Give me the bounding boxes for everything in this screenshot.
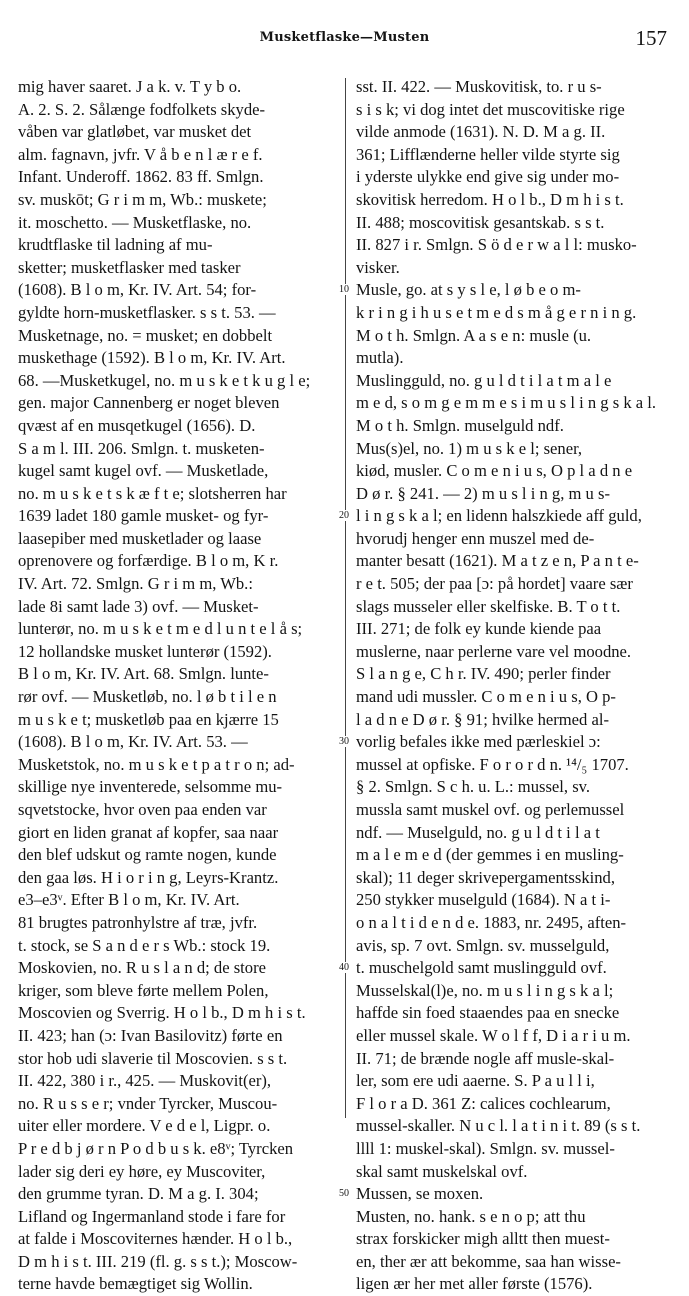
text-line: t. stock, se S a n d e r s Wb.: stock 19. — [18, 935, 271, 955]
line-number: 20 — [339, 510, 349, 522]
left-column — [18, 76, 336, 1296]
text-line: llll 1: muskel-skal). Smlgn. sv. mussel- — [356, 1138, 615, 1158]
text-line: alm. fagnavn, jvfr. V å b e n l æ r e f. — [18, 144, 263, 164]
text-line: skal); 11 deger skrivepergamentsskind, — [356, 867, 615, 887]
page-number: 157 — [635, 26, 667, 50]
text-line: strax forskicker migh alltt then muest- — [356, 1229, 610, 1249]
text-line: qvæst af en musqetkugel (1656). D. — [18, 415, 256, 435]
text-line: skal samt muskelskal ovf. — [356, 1161, 528, 1181]
page-header — [0, 24, 689, 54]
text-line: II. 71; de brænde nogle aff musle-skal- — [356, 1048, 615, 1068]
line-number: 10 — [339, 284, 349, 296]
text-line: no. m u s k e t s k æ f t e; slotsherren har — [18, 483, 287, 503]
text-line: II. 422, 380 i r., 425. — Muskovit(er), — [18, 1071, 272, 1091]
text-line: sst. II. 422. — Muskovitisk, to. r u s- — [356, 77, 602, 96]
text-line: D m h i s t. III. 219 (fl. g. s s t.); Moscow- — [18, 1251, 298, 1271]
text-line: III. 271; de folk ey kunde kiende paa — [356, 619, 602, 639]
text-line: S l a n g e, C h r. IV. 490; perler finder — [356, 664, 611, 684]
text-line: uiter eller mordere. V e d e l, Ligpr. o. — [18, 1116, 271, 1136]
text-line: m u s k e t; musketløb paa en kjærre 15 — [18, 709, 279, 729]
text-line: s i s k; vi dog intet det muscovitiske rige — [356, 99, 625, 119]
text-line: sv. muskōt; G r i m m, Wb.: muskete; — [18, 189, 267, 209]
text-line: e3–e3ᵛ. Efter B l o m, Kr. IV. Art. — [18, 890, 240, 910]
text-line: Mussen, se moxen. — [356, 1184, 484, 1204]
text-line: t. muschelgold samt muslingguld ovf. — [356, 958, 607, 978]
text-line: vilde anmode (1631). N. D. M a g. II. — [356, 122, 606, 142]
text-line: (1608). B l o m, Kr. IV. Art. 54; for- — [18, 280, 257, 300]
text-line: Moscovien og Sverrig. H o l b., D m h i s t. — [18, 1003, 306, 1023]
text-line: mand udi mussler. C o m e n i u s, O p- — [356, 687, 616, 707]
text-line: eller mussel skale. W o l f f, D i a r i u m. — [356, 1025, 631, 1045]
text-line: § 2. Smlgn. S c h. u. L.: mussel, sv. — [356, 777, 591, 797]
text-line: lader sig deri ey høre, ey Muscoviter, — [18, 1161, 266, 1181]
text-line: ndf. — Muselguld, no. g u l d t i l a t — [356, 822, 600, 842]
text-line: m a l e m e d (der gemmes i en musling- — [356, 845, 624, 865]
text-line: Musselskal(l)e, no. m u s l i n g s k a l; — [356, 980, 614, 1000]
text-line: avis, sp. 7 ovt. Smlgn. sv. musselguld, — [356, 935, 610, 955]
text-line: lunterør, no. m u s k e t m e d l u n t e l å s; — [18, 619, 303, 639]
text-line: kiød, musler. C o m e n i u s, O p l a d n e — [356, 461, 633, 481]
text-line: mussel-skaller. N u c l. l a t i n i t. 89 (s s t. — [356, 1116, 641, 1136]
text-line: giort en liden granat af kopfer, saa naar — [18, 822, 279, 842]
text-line: S a m l. III. 206. Smlgn. t. musketen- — [18, 438, 265, 458]
text-line: slags musseler eller skelfiske. B. T o t t. — [356, 596, 621, 616]
text-line: mutla). — [356, 348, 404, 368]
text-line: it. moschetto. — Musketflaske, no. — [18, 212, 252, 232]
text-line: hvorudj henger enn muszel med de- — [356, 528, 595, 548]
text-line: II. 423; han (ɔ: Ivan Basilovitz) førte en — [18, 1025, 283, 1045]
text-line: muslerne, naar perlerne vare vel moodne. — [356, 641, 632, 661]
line-number: 50 — [339, 1188, 349, 1200]
text-line: terne havde bemægtiget sig Wollin. — [18, 1274, 253, 1294]
text-line: at falde i Moscoviternes hænder. H o l b., — [18, 1229, 293, 1249]
text-line: m e d, s o m g e m m e s i m u s l i n g s k a l. — [356, 393, 657, 413]
text-line: 1639 ladet 180 gamle musket- og fyr- — [18, 506, 269, 526]
text-line: l i n g s k a l; en lidenn halszkiede aff guld, — [356, 506, 642, 526]
text-line: ligen ær her met aller første (1576). — [356, 1274, 593, 1294]
text-line: k r i n g i h u s e t m e d s m å g e r n i n g. — [356, 302, 637, 322]
text-line: laasepiber med musketlader og laase — [18, 528, 262, 548]
text-line: Mus(s)el, no. 1) m u s k e l; sener, — [356, 438, 583, 458]
text-line: D ø r. § 241. — 2) m u s l i n g, m u s- — [356, 483, 610, 503]
text-line: våben var glatløbet, var musket det — [18, 122, 252, 142]
line-number: 40 — [339, 962, 349, 974]
text-line: skovitisk herredom. H o l b., D m h i s t. — [356, 189, 624, 209]
text-line: gyldte horn-musketflasker. s s t. 53. — — [18, 302, 276, 322]
text-line: 250 stykker muselguld (1684). N a t i- — [356, 890, 611, 910]
text-line: Infant. Underoff. 1862. 83 ff. Smlgn. — [18, 167, 264, 187]
text-line: r e t. 505; der paa [ɔ: på hordet] vaare sær — [356, 574, 633, 594]
text-line: 361; Lifflænderne heller vilde styrte sig — [356, 144, 620, 164]
text-line: 12 hollandske musket lunterør (1592). — [18, 641, 272, 661]
text-line: 81 brugtes patronhylstre af træ, jvfr. — [18, 912, 258, 932]
text-line: Lifland og Ingermanland stode i fare for — [18, 1206, 286, 1226]
text-line: mig haver saaret. J a k. v. T y b o. — [18, 77, 242, 96]
text-line: lade 8i samt lade 3) ovf. — Musket- — [18, 596, 259, 616]
text-line: den gaa løs. H i o r i n g, Leyrs-Krantz. — [18, 867, 279, 887]
text-line: oprenovere og forfærdige. B l o m, K r. — [18, 551, 279, 571]
text-line: IV. Art. 72. Smlgn. G r i m m, Wb.: — [18, 574, 253, 594]
text-line: Muslingguld, no. g u l d t i l a t m a l e — [356, 370, 612, 390]
text-line: rør ovf. — Musketløb, no. l ø b t i l e n — [18, 687, 277, 707]
text-line: kriger, som bleve førte mellem Polen, — [18, 980, 269, 1000]
text-line: sketter; musketflasker med tasker — [18, 257, 241, 277]
text-line: Musketstok, no. m u s k e t p a t r o n; ad- — [18, 754, 295, 774]
text-line: en, ther ær att bekomme, saa han wisse- — [356, 1251, 621, 1271]
text-line: visker. — [356, 257, 400, 277]
text-line: den blef udskut og ramte nogen, kunde — [18, 845, 277, 865]
text-line: M o t h. Smlgn. muselguld ndf. — [356, 415, 564, 435]
running-head: Musketflaske—Musten — [259, 30, 430, 45]
text-line: muskethage (1592). B l o m, Kr. IV. Art. — [18, 348, 286, 368]
text-line: gen. major Cannenberg er noget bleven — [18, 393, 280, 413]
text-line: M o t h. Smlgn. A a s e n: musle (u. — [356, 325, 592, 345]
text-line: Musketnage, no. = musket; en dobbelt — [18, 325, 273, 345]
text-line: stor hob udi slaverie til Moscovien. s s t. — [18, 1048, 288, 1068]
text-line: mussla samt muskel ovf. og perlemussel — [356, 800, 625, 819]
text-line: Musle, go. at s y s l e, l ø b e o m- — [356, 280, 581, 300]
text-line: P r e d b j ø r n P o d b u s k. e8ᵛ; Tyrcken — [18, 1138, 294, 1158]
text-line: kugel samt kugel ovf. — Musketlade, — [18, 461, 269, 481]
text-line: o n a l t i d e n d e. 1883, nr. 2495, aften- — [356, 912, 627, 932]
right-column — [356, 76, 674, 1296]
text-line: vorlig befales ikke med pærleskiel ɔ: — [356, 732, 601, 752]
text-line: manter besatt (1621). M a t z e n, P a n t e- — [356, 551, 639, 571]
text-line: krudtflaske til ladning af mu- — [18, 235, 213, 255]
text-line: A. 2. S. 2. Sålænge fodfolkets skyde- — [18, 99, 266, 119]
text-line: skillige nye inventerede, selsomme mu- — [18, 777, 283, 797]
text-line: Musten, no. hank. s e n o p; att thu — [356, 1206, 586, 1226]
text-line: F l o r a D. 361 Z: calices cochlearum, — [356, 1093, 611, 1113]
text-line: den grumme tyran. D. M a g. I. 304; — [18, 1184, 259, 1204]
line-number: 30 — [339, 736, 349, 748]
text-line: 68. —Musketkugel, no. m u s k e t k u g l e; — [18, 370, 311, 390]
text-line: B l o m, Kr. IV. Art. 68. Smlgn. lunte- — [18, 664, 269, 684]
text-line: (1608). B l o m, Kr. IV. Art. 53. — — [18, 732, 248, 752]
text-line: ler, som ere udi aaerne. S. P a u l l i, — [356, 1071, 595, 1091]
text-line: mussel at opfiske. F o r o r d n. ¹⁴/₅ 1707. — [356, 754, 629, 774]
text-line: l a d n e D ø r. § 91; hvilke hermed al- — [356, 709, 609, 729]
text-line: haffde sin foed staaendes paa en snecke — [356, 1003, 620, 1023]
text-line: no. R u s s e r; vnder Tyrcker, Muscou- — [18, 1093, 278, 1113]
text-line: Moskovien, no. R u s l a n d; de store — [18, 958, 266, 978]
text-line: II. 488; moscovitisk gesantskab. s s t. — [356, 212, 605, 232]
text-line: II. 827 i r. Smlgn. S ö d e r w a l l: musko- — [356, 235, 637, 255]
text-line: i yderste ulykke end give sig under mo- — [356, 167, 620, 187]
text-line: sqvetstocke, hvor oven paa enden var — [18, 800, 267, 819]
